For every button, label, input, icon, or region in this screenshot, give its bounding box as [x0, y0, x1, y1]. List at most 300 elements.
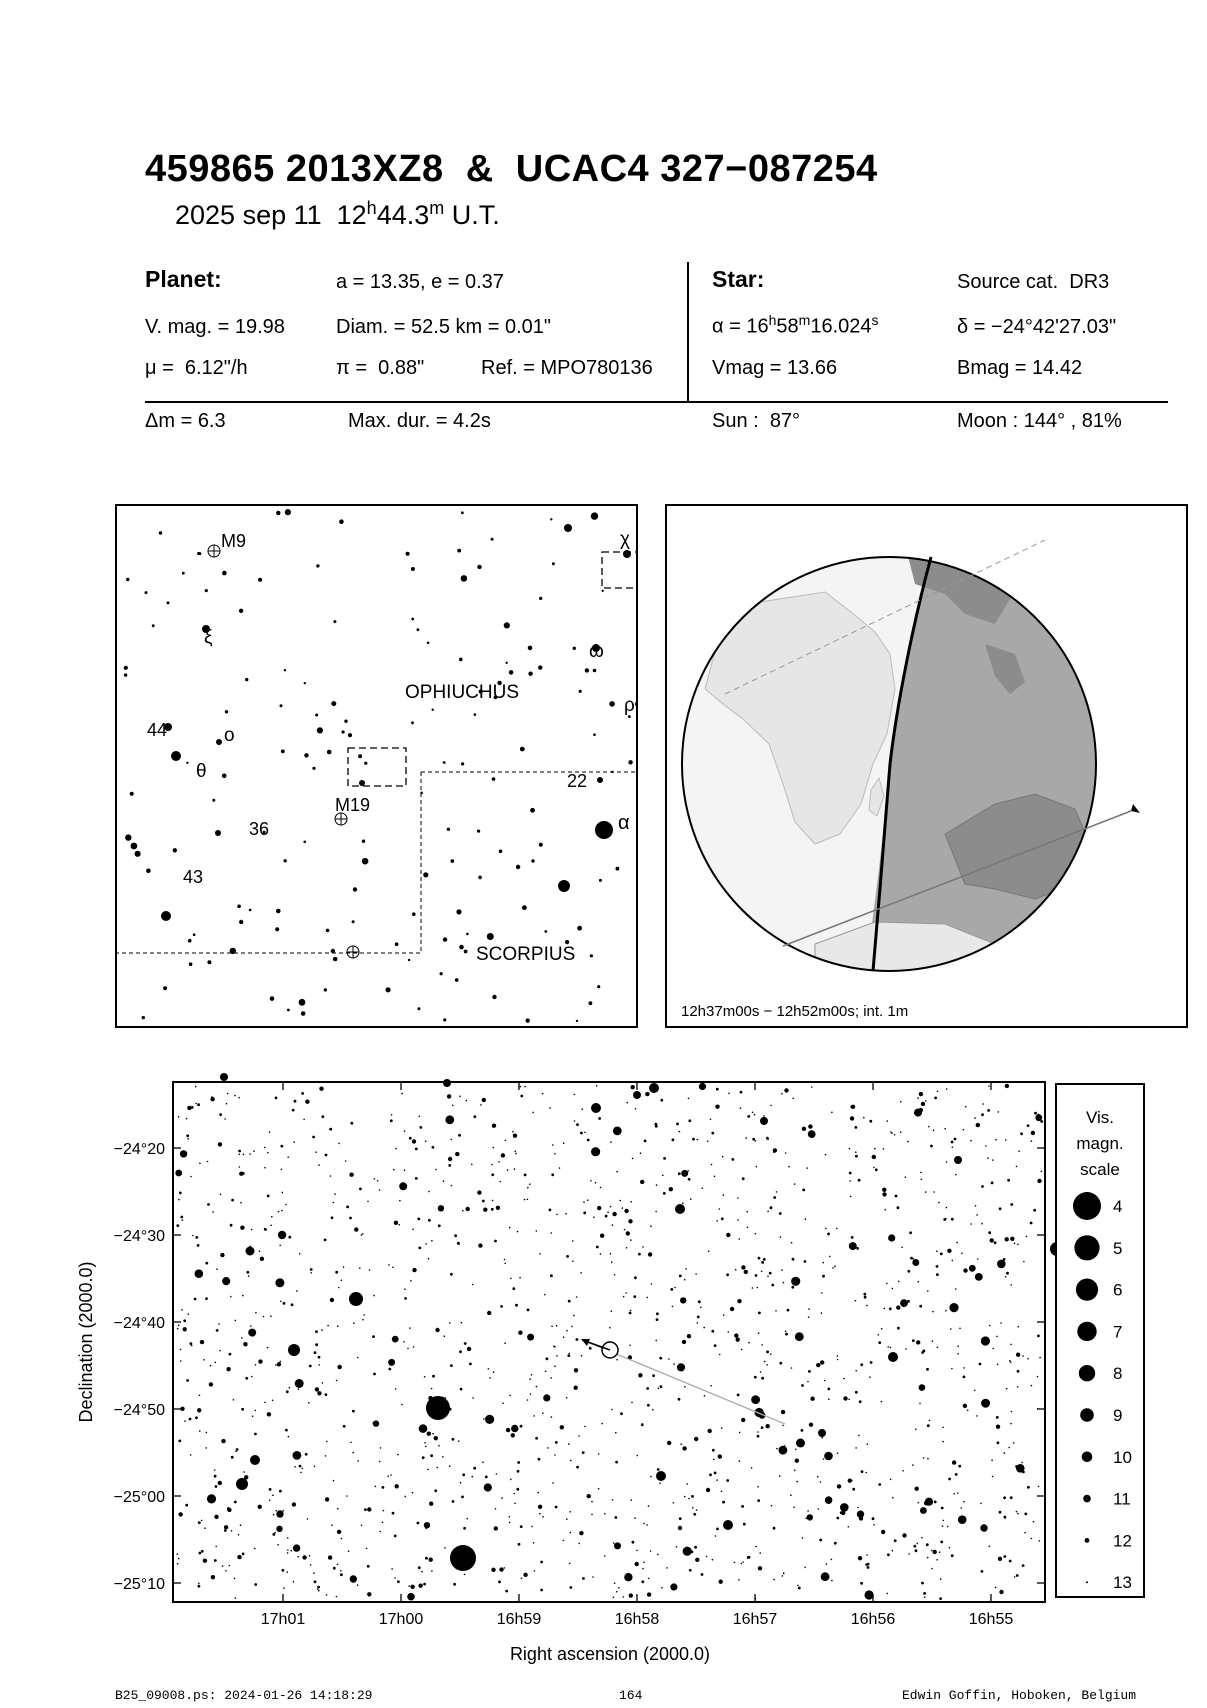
detail-star: [648, 1578, 650, 1580]
finder-star: [152, 624, 155, 627]
detail-star: [949, 1547, 951, 1549]
detail-star: [832, 1267, 834, 1269]
detail-star: [722, 1156, 724, 1158]
detail-star: [207, 1203, 210, 1206]
detail-star: [635, 1562, 639, 1566]
detail-star: [187, 1138, 189, 1140]
finder-star: [599, 879, 602, 882]
detail-star: [763, 1258, 766, 1261]
detail-star: [849, 1148, 851, 1150]
detail-star: [460, 1388, 463, 1391]
detail-star: [310, 1564, 312, 1566]
detail-star: [882, 1188, 886, 1192]
detail-star: [556, 1355, 558, 1357]
detail-star: [635, 1108, 637, 1110]
star-bmag: Bmag = 14.42: [957, 357, 1083, 379]
detail-star: [362, 1319, 364, 1321]
detail-star: [499, 1567, 503, 1571]
detail-star: [242, 1553, 245, 1556]
detail-star: [587, 1494, 591, 1498]
detail-star: [302, 1468, 304, 1470]
detail-star: [545, 1371, 547, 1373]
detail-star: [205, 1447, 207, 1449]
finder-star: [522, 905, 527, 910]
detail-star: [215, 1485, 218, 1488]
detail-star: [779, 1212, 782, 1215]
finder-star: [245, 678, 248, 681]
detail-star: [573, 1315, 575, 1317]
detail-star: [704, 1395, 706, 1397]
finder-star: [411, 567, 415, 571]
detail-star: [926, 1543, 929, 1546]
detail-star: [783, 1282, 785, 1284]
finder-star: [585, 668, 589, 672]
detail-star: [442, 1456, 444, 1458]
detail-star: [766, 1364, 768, 1366]
detail-star: [397, 1454, 399, 1456]
detail-star: [995, 1139, 997, 1141]
detail-star: [419, 1424, 428, 1433]
detail-star: [631, 1402, 633, 1404]
detail-star: [345, 1160, 347, 1162]
detail-star: [473, 1115, 476, 1118]
detail-star: [253, 1150, 255, 1152]
finder-star: [487, 933, 494, 940]
detail-star: [367, 1507, 371, 1511]
detail-star: [330, 1175, 332, 1177]
detail-star: [650, 1476, 652, 1478]
detail-star: [1017, 1326, 1019, 1328]
detail-star: [970, 1140, 972, 1142]
detail-star: [949, 1303, 958, 1312]
detail-star: [927, 1290, 929, 1292]
detail-star: [234, 1501, 237, 1504]
detail-star: [855, 1155, 858, 1158]
detail-star: [881, 1530, 885, 1534]
detail-star: [856, 1247, 859, 1250]
detail-star: [315, 1330, 318, 1333]
detail-star: [367, 1592, 371, 1596]
detail-star: [719, 1208, 721, 1210]
detail-star: [951, 1218, 954, 1221]
finder-star: [188, 939, 192, 943]
planet-diameter: Diam. = 52.5 km = 0.01": [336, 316, 551, 338]
detail-star: [785, 1152, 787, 1154]
detail-star: [287, 1571, 289, 1573]
detail-star: [536, 1230, 538, 1232]
detail-star: [600, 1234, 604, 1238]
detail-star: [280, 1145, 283, 1148]
detail-star: [705, 1085, 707, 1087]
detail-star: [350, 1575, 357, 1582]
detail-star: [313, 1572, 315, 1574]
finder-star: [189, 962, 193, 966]
detail-star: [1008, 1447, 1010, 1449]
detail-star: [224, 1529, 227, 1532]
detail-star: [963, 1129, 965, 1131]
detail-star: [831, 1559, 833, 1561]
detail-star: [379, 1461, 381, 1463]
detail-star: [739, 1432, 741, 1434]
finder-star: [520, 747, 525, 752]
detail-star: [498, 1161, 500, 1163]
detail-star: [600, 1187, 602, 1189]
detail-star: [491, 1208, 494, 1211]
detail-star: [337, 1508, 339, 1510]
detail-star: [963, 1404, 967, 1408]
detail-star: [449, 1465, 451, 1467]
detail-star: [634, 1276, 637, 1279]
detail-star: [1010, 1423, 1012, 1425]
finder-star: [342, 730, 345, 733]
detail-star: [887, 1346, 889, 1348]
finder-star: [344, 720, 347, 723]
detail-star: [220, 1194, 222, 1196]
detail-star: [346, 1495, 348, 1497]
detail-star: [504, 1263, 506, 1265]
detail-star: [808, 1308, 810, 1310]
detail-star: [491, 1173, 494, 1176]
detail-star: [275, 1097, 278, 1100]
detail-star: [713, 1459, 715, 1461]
detail-star: [317, 1391, 321, 1395]
detail-star: [670, 1288, 673, 1291]
detail-star: [190, 1454, 192, 1456]
detail-star: [1010, 1344, 1012, 1346]
finder-star: [432, 709, 434, 711]
detail-star: [514, 1168, 516, 1170]
finder-star: [451, 859, 455, 863]
detail-star: [807, 1514, 813, 1520]
detail-star: [185, 1504, 188, 1507]
detail-star: [981, 1399, 990, 1408]
detail-star: [1024, 1513, 1027, 1516]
detail-star: [390, 1474, 392, 1476]
finder-star: [408, 959, 410, 961]
detail-star: [189, 1418, 192, 1421]
detail-star: [515, 1153, 517, 1155]
detail-star: [198, 1585, 201, 1588]
detail-star: [627, 1102, 629, 1104]
detail-star: [357, 1584, 359, 1586]
detail-star: [472, 1397, 474, 1399]
detail-star: [976, 1123, 980, 1127]
detail-star: [744, 1270, 748, 1274]
finder-star: [287, 1009, 290, 1012]
detail-star: [1037, 1376, 1039, 1378]
detail-star: [802, 1127, 806, 1131]
detail-star: [251, 1376, 253, 1378]
detail-star: [991, 1182, 994, 1185]
detail-star: [182, 1219, 184, 1221]
detail-star: [982, 1103, 984, 1105]
detail-star: [629, 1312, 632, 1315]
finder-star: [466, 933, 469, 936]
detail-star: [679, 1131, 681, 1133]
detail-star: [894, 1539, 897, 1542]
detail-star: [885, 1209, 887, 1211]
finder-star: [602, 590, 604, 592]
detail-star: [451, 1139, 453, 1141]
detail-star: [287, 1537, 289, 1539]
detail-star: [900, 1299, 908, 1307]
detail-star: [998, 1557, 1002, 1561]
detail-star: [675, 1204, 685, 1214]
detail-star: [394, 1577, 396, 1579]
detail-star: [887, 1553, 890, 1556]
detail-star: [647, 1297, 649, 1299]
detail-star: [417, 1522, 420, 1525]
detail-star: [942, 1525, 944, 1527]
detail-star: [550, 1274, 553, 1277]
detail-star: [395, 1148, 397, 1150]
detail-star: [338, 1143, 340, 1145]
detail-star: [422, 1456, 425, 1459]
detail-star: [221, 1439, 225, 1443]
detail-star: [431, 1240, 433, 1242]
detail-star: [408, 1585, 410, 1587]
detail-star: [933, 1129, 935, 1131]
detail-star: [199, 1163, 201, 1165]
detail-star: [913, 1258, 915, 1260]
detail-star: [756, 1166, 758, 1168]
detail-star: [746, 1211, 748, 1213]
detail-star: [866, 1305, 868, 1307]
detail-star: [252, 1415, 254, 1417]
finder-star: [464, 950, 468, 954]
detail-star: [640, 1180, 644, 1184]
y-axis-title: Declination (2000.0): [76, 1261, 96, 1423]
detail-star: [287, 1552, 289, 1554]
detail-star: [673, 1502, 675, 1504]
detail-star: [708, 1429, 712, 1433]
finder-star: [304, 682, 306, 684]
detail-star: [551, 1173, 554, 1176]
detail-star: [310, 1268, 313, 1271]
detail-star: [718, 1454, 722, 1458]
detail-star: [188, 1313, 190, 1315]
finder-star: [456, 909, 461, 914]
detail-star: [412, 1268, 416, 1272]
detail-star: [620, 1412, 623, 1415]
detail-star: [582, 1451, 585, 1454]
detail-star: [957, 1492, 959, 1494]
detail-star: [760, 1117, 768, 1125]
detail-star: [629, 1593, 633, 1597]
detail-star: [706, 1556, 708, 1558]
detail-star: [858, 1435, 860, 1437]
detail-star: [566, 1518, 568, 1520]
detail-star: [781, 1410, 785, 1414]
planet-vmag: V. mag. = 19.98: [145, 316, 285, 338]
detail-star: [676, 1123, 679, 1126]
detail-star: [240, 1226, 244, 1230]
finder-star: [461, 762, 464, 765]
detail-star: [823, 1458, 825, 1460]
detail-star: [1037, 1179, 1041, 1183]
detail-star: [739, 1460, 741, 1462]
detail-star: [258, 1505, 262, 1509]
detail-star: [997, 1260, 1006, 1269]
detail-star: [1010, 1284, 1012, 1286]
scale-dot: [1083, 1495, 1091, 1503]
detail-star: [614, 1582, 616, 1584]
detail-star: [658, 1388, 660, 1390]
detail-star: [959, 1328, 961, 1330]
detail-star: [494, 1240, 497, 1243]
detail-star: [709, 1473, 712, 1476]
detail-star: [501, 1497, 503, 1499]
detail-star: [404, 1130, 406, 1132]
detail-star: [939, 1597, 942, 1600]
detail-star: [315, 1343, 318, 1346]
detail-star: [250, 1325, 252, 1327]
detail-star: [524, 1199, 526, 1201]
detail-star: [231, 1199, 234, 1202]
detail-star: [243, 1342, 247, 1346]
detail-star: [648, 1505, 650, 1507]
detail-star: [699, 1083, 706, 1090]
detail-star: [630, 1310, 632, 1312]
detail-star: [354, 1227, 358, 1231]
detail-star: [656, 1312, 659, 1315]
detail-star: [388, 1359, 395, 1366]
detail-star: [758, 1332, 760, 1334]
scale-dot: [1079, 1365, 1095, 1381]
detail-star: [958, 1465, 961, 1468]
detail-star: [1016, 1353, 1020, 1357]
detail-star: [917, 1097, 919, 1099]
finder-star: [477, 830, 480, 833]
detail-star: [741, 1349, 743, 1351]
detail-star: [494, 1526, 498, 1530]
detail-star: [999, 1590, 1003, 1594]
detail-star: [757, 1431, 759, 1433]
detail-star: [1017, 1386, 1019, 1388]
detail-star: [399, 1200, 401, 1202]
detail-star: [1014, 1576, 1016, 1578]
detail-star: [338, 1287, 340, 1289]
detail-star: [938, 1202, 940, 1204]
detail-star: [458, 1440, 460, 1442]
detail-star: [248, 1275, 250, 1277]
detail-star: [977, 1258, 979, 1260]
detail-star: [179, 1512, 183, 1516]
detail-star: [965, 1106, 967, 1108]
detail-star: [549, 1107, 551, 1109]
detail-star: [176, 1224, 179, 1227]
detail-star: [286, 1390, 289, 1393]
detail-star: [805, 1517, 807, 1519]
scale-title-1: Vis.: [1085, 1108, 1115, 1127]
detail-star: [698, 1300, 701, 1303]
footer-author: Edwin Goffin, Hoboken, Belgium: [902, 1688, 1137, 1703]
detail-star: [280, 1361, 282, 1363]
detail-star: [197, 1408, 201, 1412]
x-tick-label: 16h56: [850, 1611, 896, 1628]
detail-star: [942, 1427, 944, 1429]
detail-star: [405, 1496, 407, 1498]
constellation-ophiuchus: OPHIUCHUS: [405, 682, 520, 703]
detail-star: [315, 1151, 317, 1153]
detail-star: [829, 1256, 831, 1258]
detail-star: [190, 1176, 192, 1178]
detail-star: [912, 1339, 915, 1342]
detail-star: [609, 1327, 611, 1329]
detail-star: [623, 1296, 625, 1298]
detail-star: [919, 1305, 922, 1308]
detail-star: [773, 1579, 775, 1581]
detail-star: [482, 1200, 485, 1203]
detail-star: [710, 1119, 712, 1121]
detail-star: [218, 1323, 220, 1325]
detail-star: [770, 1353, 772, 1355]
detail-star: [540, 1589, 543, 1592]
detail-star: [493, 1371, 495, 1373]
finder-star: [276, 511, 280, 515]
scale-title-3: scale: [1080, 1160, 1120, 1179]
detail-star: [1017, 1513, 1019, 1515]
detail-star: [780, 1236, 782, 1238]
detail-star: [631, 1499, 633, 1501]
detail-star: [707, 1141, 709, 1143]
detail-star: [923, 1457, 925, 1459]
detail-star: [731, 1158, 734, 1161]
finder-star: [215, 830, 221, 836]
detail-star: [254, 1548, 256, 1550]
detail-star: [542, 1516, 544, 1518]
detail-star: [409, 1137, 412, 1140]
detail-star: [587, 1199, 589, 1201]
detail-star: [794, 1469, 796, 1471]
detail-star: [511, 1425, 518, 1432]
detail-star: [929, 1420, 931, 1422]
detail-star: [921, 1179, 923, 1181]
detail-star: [743, 1523, 746, 1526]
table-divider-vertical: [687, 262, 689, 402]
detail-star: [655, 1340, 657, 1342]
globe-caption: 12h37m00s − 12h52m00s; int. 1m: [681, 1003, 909, 1020]
detail-star: [676, 1546, 678, 1548]
detail-star: [296, 1290, 298, 1292]
detail-star: [589, 1347, 592, 1350]
detail-star: [566, 1330, 568, 1332]
detail-star: [817, 1476, 819, 1478]
detail-star: [285, 1429, 288, 1432]
detail-star: [752, 1138, 755, 1141]
detail-star: [491, 1568, 495, 1572]
detail-star: [915, 1487, 919, 1491]
detail-star: [473, 1467, 476, 1470]
detail-star: [747, 1556, 750, 1559]
detail-star: [613, 1127, 622, 1136]
y-tick-label: −24°20: [113, 1141, 165, 1158]
detail-star: [672, 1138, 675, 1141]
detail-star: [543, 1394, 550, 1401]
detail-star: [604, 1555, 606, 1557]
detail-star: [992, 1159, 994, 1161]
detail-star: [925, 1100, 927, 1102]
detail-star: [275, 1278, 284, 1287]
detail-star: [916, 1340, 920, 1344]
detail-star: [326, 1441, 328, 1443]
detail-star: [533, 1415, 535, 1417]
detail-star: [875, 1168, 878, 1171]
detail-star: [612, 1212, 616, 1216]
detail-star: [450, 1273, 453, 1276]
finder-star: [590, 954, 593, 957]
star-label: Star:: [712, 266, 765, 292]
